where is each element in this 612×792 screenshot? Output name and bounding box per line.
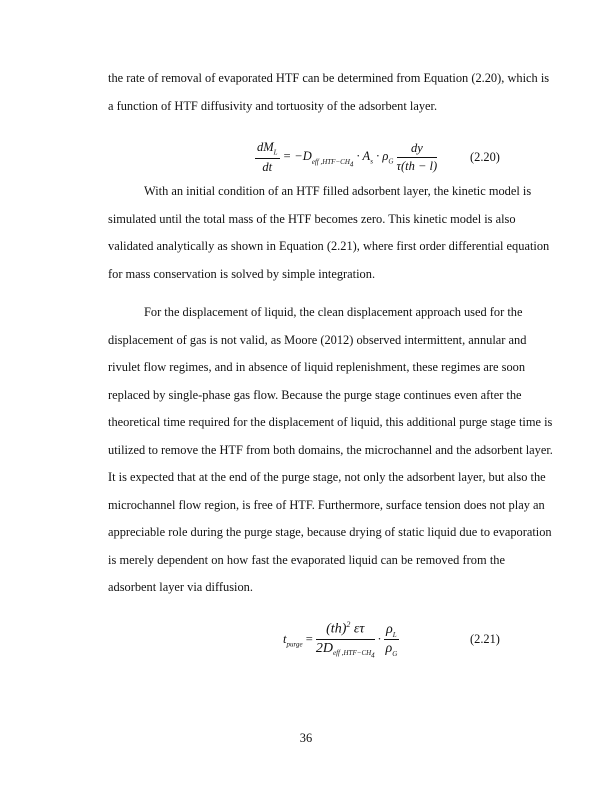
text-line: rivulet flow regimes, and in absence of liquid replenishment, these regimes are soon [108, 360, 526, 374]
paragraph-2 [108, 178, 550, 288]
text-line: utilized to remove the HTF from both domains, the microchannel and the adsorbent layer. [108, 442, 553, 457]
text-line: It is expected that at the end of the purge stage, not only the adsorbent layer, but also the [108, 470, 546, 484]
text-line: With an initial condition of an HTF filled adsorbent layer, the kinetic model is [144, 184, 532, 198]
equation-number: (2.21) [470, 632, 500, 646]
text-line: the rate of removal of evaporated HTF can be determined from Equation (2.20), which is [108, 71, 550, 85]
text-line: replaced by single-phase gas flow. Because the purge stage continues even after the [108, 387, 522, 402]
equation-number: (2.20) [470, 150, 500, 164]
page-number: 36 [299, 731, 313, 745]
text-line: adsorbent layer via diffusion. [108, 580, 253, 594]
text-line: simulated until the total mass of the HTF becomes zero. This kinetic model is also [108, 211, 516, 226]
text-line: for mass conservation is solved by simple integration. [108, 266, 376, 281]
equation-2-21: $t_{purge}$ = $\frac{(th)^2 \varepsilon\tau}{2D_{eff ,HTF-CH_4}}$ · $\frac{\rho_L}{\rho_G}$ [283, 620, 398, 660]
text-line: is merely dependent on how fast the evaporated liquid can be removed from the [108, 552, 505, 567]
equation-2-20: $\frac{dM_L}{dt}$ = $-D_{eff ,HTF-CH_4} \cdot A_s \cdot \rho_G$ $\frac{dy}{\tau(th - l)}$ [257, 140, 438, 174]
text-line: appreciable role during the purge stage, because drying of static liquid due to evaporation [108, 525, 552, 539]
paragraph-1 [108, 65, 550, 120]
text-line: theoretical time required for the displacement of liquid, this additional purge stage time is [108, 415, 553, 429]
paragraph-3 [108, 299, 553, 602]
text-line: a function of HTF diffusivity and tortuosity of the adsorbent layer. [108, 98, 438, 113]
text-line: For the displacement of liquid, the clean displacement approach used for the [144, 305, 523, 319]
text-line: validated analytically as shown in Equation (2.21), where first order differential equation [108, 239, 550, 253]
text-line: microchannel flow region, is free of HTF. Furthermore, surface tension does not play an [108, 497, 545, 512]
text-line: displacement of gas is not valid, as Moore (2012) observed intermittent, annular and [108, 332, 527, 347]
